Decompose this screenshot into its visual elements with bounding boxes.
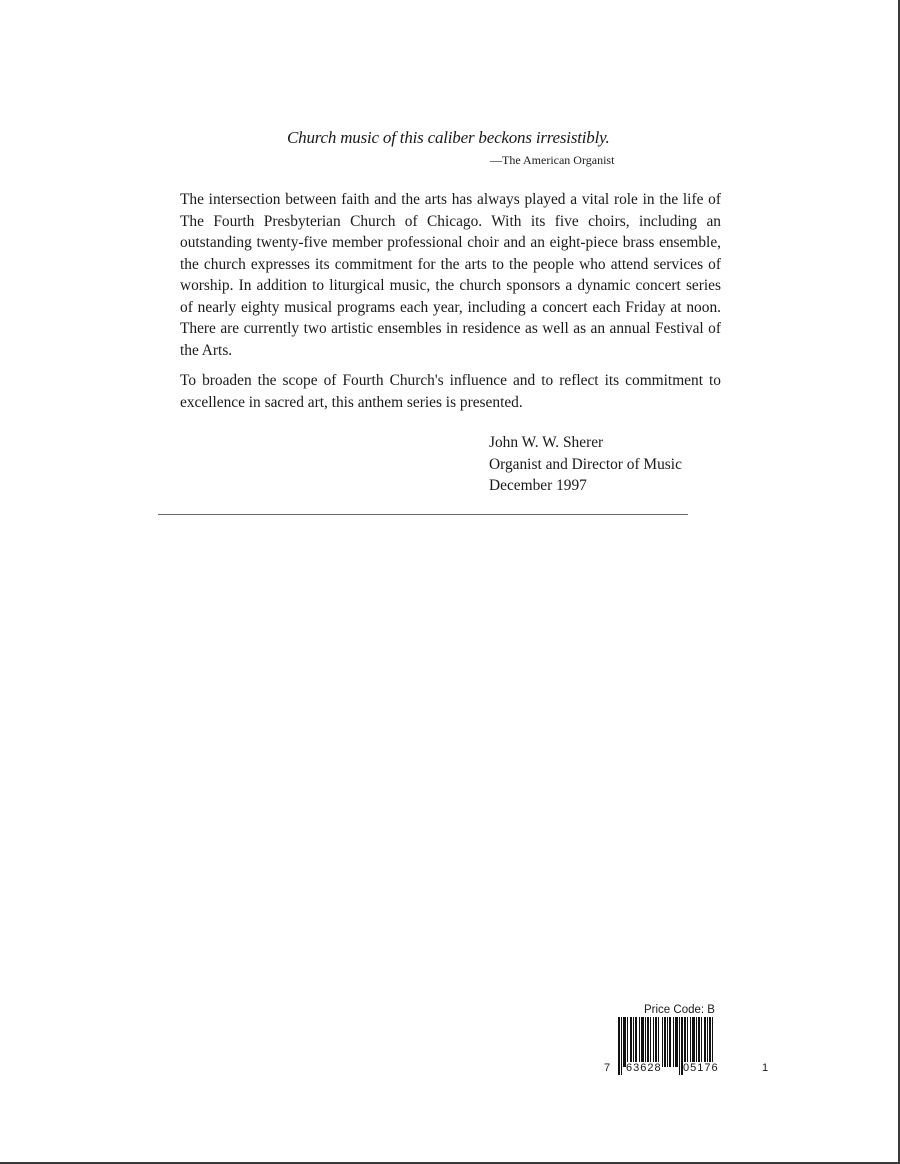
barcode-digits-group-1: 63628 <box>626 1062 662 1074</box>
signature-block <box>489 432 682 497</box>
barcode-block <box>600 1004 770 1084</box>
signature-title: Organist and Director of Music <box>489 455 682 473</box>
epigraph-attribution: —The American Organist <box>490 153 615 167</box>
barcode-digits-group-2: 05176 <box>683 1062 719 1074</box>
signature-name: John W. W. Sherer <box>489 434 604 451</box>
barcode-digit-left: 7 <box>604 1062 611 1074</box>
price-code-label: Price Code: B <box>644 1004 715 1016</box>
divider-rule <box>158 514 688 515</box>
signature-date: December 1997 <box>489 477 587 494</box>
body-paragraph-1: The intersection between faith and the arts has always played a vital role in the life of The Fourth Presbyterian Church of Chicago. With its five choirs, including an outstanding twenty-five member professional choir and an eight-piece brass ensemble, the church expresses its commitment for the arts to the people who attend services of worship. In addition to liturgical music, the church sponsors a dynamic concert series of nearly eighty musical programs each year, including a concert each Friday at noon. There are currently two artistic ensembles in residence as well as an annual Festival of the Arts. <box>180 191 721 359</box>
barcode-digit-right: 1 <box>762 1062 769 1074</box>
body-paragraph-2: To broaden the scope of Fourth Church's influence and to reflect its commitment to excellence in sacred art, this anthem series is presented. <box>180 372 721 411</box>
epigraph-quote: Church music of this caliber beckons irresistibly. <box>287 128 610 147</box>
barcode-icon <box>600 1017 760 1075</box>
